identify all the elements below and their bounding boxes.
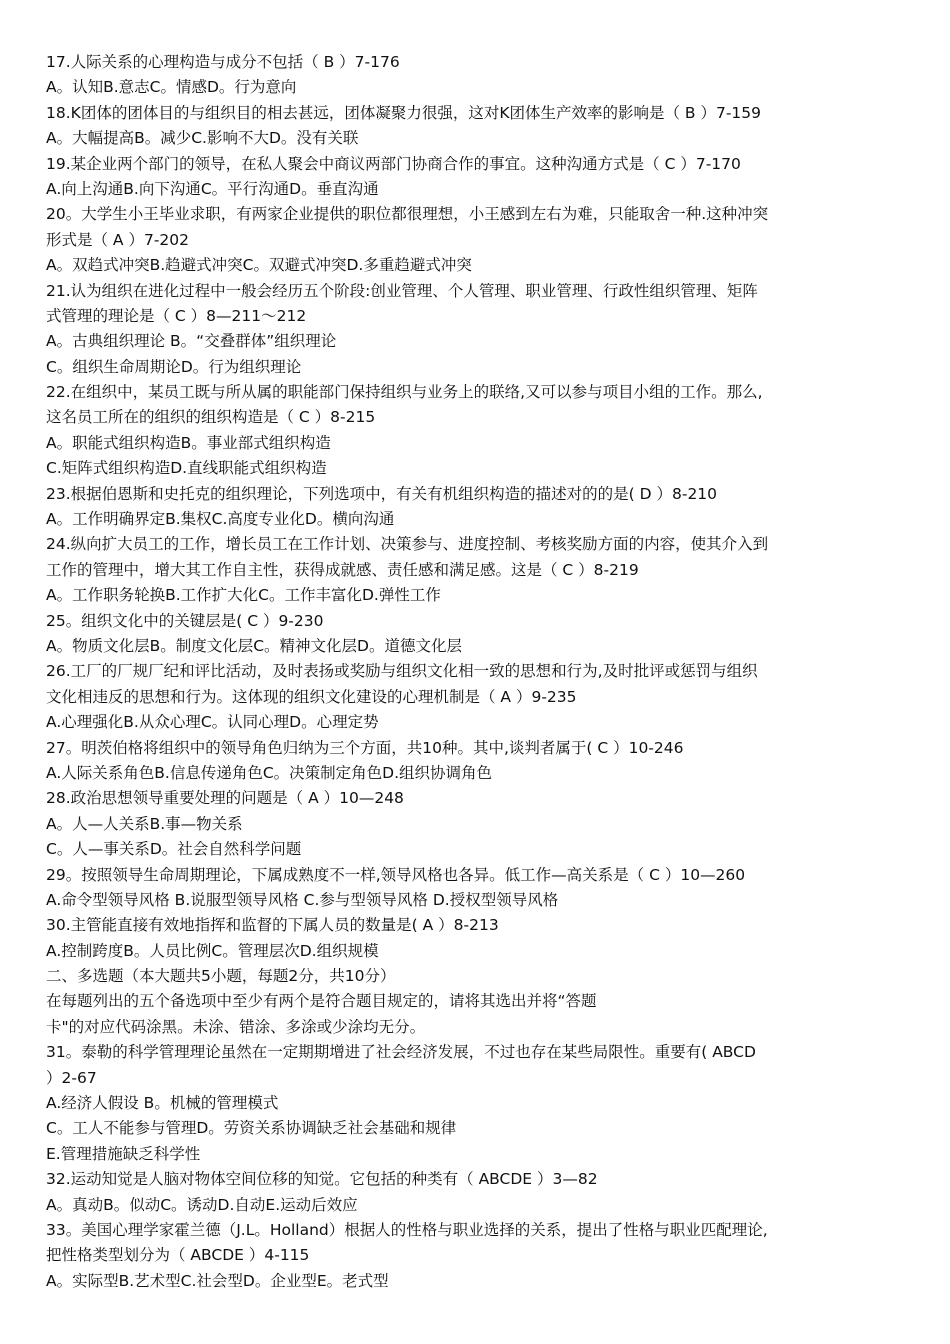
- text-line: 形式是（ A ）7-202: [46, 230, 189, 249]
- text-line: 文化相违反的思想和行为。这体现的组织文化建设的心理机制是（ A ）9-235: [46, 687, 577, 706]
- text-line: A。大幅提高B。减少C.影响不大D。没有关联: [46, 129, 359, 148]
- text-line: 这名员工所在的组织的组织构造是（ C ）8-215: [46, 408, 376, 427]
- text-line: 21.认为组织在进化过程中一般会经历五个阶段:创业管理、个人管理、职业管理、行政性组织管理、矩阵: [46, 281, 758, 300]
- text-line: 25。组织文化中的关键层是( C ）9-230: [46, 611, 324, 630]
- text-line: 工作的管理中，增大其工作自主性，获得成就感、责任感和满足感。这是（ C ）8-219: [46, 560, 639, 579]
- text-line: A.控制跨度B。人员比例C。管理层次D.组织规模: [46, 941, 379, 960]
- section-heading: 二、多选题（本大题共5小题，每题2分，共10分）: [46, 967, 396, 986]
- text-line: 式管理的理论是（ C ）8—211～212: [46, 306, 307, 325]
- text-line: A。古典组织理论 B。“交叠群体”组织理论: [46, 332, 337, 351]
- text-line: C。人—事关系D。社会自然科学问题: [46, 840, 302, 859]
- text-line: ）2-67: [46, 1068, 97, 1087]
- text-line: E.管理措施缺乏科学性: [46, 1144, 201, 1163]
- text-line: 把性格类型划分为（ ABCDE ）4-115: [46, 1246, 310, 1265]
- q17-stem-suffix: （ B ）7-176: [303, 53, 400, 71]
- text-line: A。工作明确界定B.集权C.高度专业化D。横向沟通: [46, 510, 395, 529]
- text-line: 18.K团体的团体目的与组织目的相去甚远，团体凝聚力很强，这对K团体生产效率的影响是（ B ）7-159: [46, 103, 762, 122]
- text-line: 23.根据伯恩斯和史托克的组织理论，下列选项中，有关有机组织构造的描述对的的是( D ）8-210: [46, 484, 718, 503]
- text-line: A。双趋式冲突B.趋避式冲突C。双避式冲突D.多重趋避式冲突: [46, 256, 472, 275]
- text-line: 22.在组织中，某员工既与所从属的职能部门保持组织与业务上的联络,又可以参与项目小组的工作。那么,: [46, 383, 763, 402]
- text-line-q17: [46, 50, 908, 75]
- text-line: C.矩阵式组织构造D.直线职能式组织构造: [46, 459, 327, 478]
- text-line: A.命令型领导风格 B.说服型领导风格 C.参与型领导风格 D.授权型领导风格: [46, 890, 559, 909]
- text-line: A。真动B。似动C。诱动D.自动E.运动后效应: [46, 1195, 358, 1214]
- text-line: A。工作职务轮换B.工作扩大化C。工作丰富化D.弹性工作: [46, 586, 441, 605]
- text-line: 20。大学生小王毕业求职，有两家企业提供的职位都很理想，小王感到左右为难，只能取舍一种.这种冲突: [46, 205, 769, 224]
- text-line: 29。按照领导生命周期理论，下属成熟度不一样,领导风格也各异。低工作—高关系是（ C ）10—260: [46, 865, 746, 884]
- text-line: 24.纵向扩大员工的工作，增长员工在工作计划、决策参与、进度控制、考核奖励方面的内容，使其介入到: [46, 535, 769, 554]
- text-line: 32.运动知觉是人脑对物体空间位移的知觉。它包括的种类有（ ABCDE ）3—82: [46, 1170, 598, 1189]
- text-line: 30.主管能直接有效地指挥和监督的下属人员的数量是( A ）8-213: [46, 916, 499, 935]
- text-line: A.经济人假设 B。机械的管理模式: [46, 1094, 279, 1113]
- text-line: C。组织生命周期论D。行为组织理论: [46, 357, 302, 376]
- text-line: 26.工厂的厂规厂纪和评比活动，及时表扬或奖励与组织文化相一致的思想和行为,及时批评或惩罚与组织: [46, 662, 758, 681]
- text-line: A。实际型B.艺术型C.社会型D。企业型E。老式型: [46, 1271, 389, 1290]
- text-line: A.向上沟通B.向下沟通C。平行沟通D。垂直沟通: [46, 179, 379, 198]
- text-line: A.人际关系角色B.信息传递角色C。决策制定角色D.组织协调角色: [46, 763, 493, 782]
- text-line: 在每题列出的五个备选项中至少有两个是符合题目规定的，请将其选出并将“答题: [46, 992, 597, 1011]
- text-line: 31。泰勒的科学管理理论虽然在一定期期增进了社会经济发展，不过也存在某些局限性。重要有( ABCD: [46, 1043, 756, 1062]
- text-line: C。工人不能参与管理D。劳资关系协调缺乏社会基础和规律: [46, 1119, 457, 1138]
- text-line: 19.某企业两个部门的领导，在私人聚会中商议两部门协商合作的事宜。这种沟通方式是（ C ）7-170: [46, 154, 741, 173]
- text-line: 33。美国心理学家霍兰德（J.L。Holland）根据人的性格与职业选择的关系，提出了性格与职业匹配理论,: [46, 1220, 768, 1239]
- text-line: 27。明茨伯格将组织中的领导角色归纳为三个方面，共10种。其中,谈判者属于( C ）10-246: [46, 738, 684, 757]
- text-line: A。职能式组织构造B。事业部式组织构造: [46, 433, 331, 452]
- text-line: A。认知B.意志C。情感D。行为意向: [46, 78, 297, 97]
- text-line: 28.政治思想领导重要处理的问题是（ A ）10—248: [46, 789, 404, 808]
- q17-stem-prefix: 17.人际关系的心理构造与成分: [46, 53, 257, 71]
- text-line: 卡"的对应代码涂黑。未涂、错涂、多涂或少涂均无分。: [46, 1017, 426, 1036]
- emphasis-dots: · · · 不包括: [257, 53, 304, 71]
- text-line: A.心理强化B.从众心理C。认同心理D。心理定势: [46, 713, 379, 732]
- text-line: A。人—人关系B.事—物关系: [46, 814, 243, 833]
- text-line: A。物质文化层B。制度文化层C。精神文化层D。道德文化层: [46, 636, 462, 655]
